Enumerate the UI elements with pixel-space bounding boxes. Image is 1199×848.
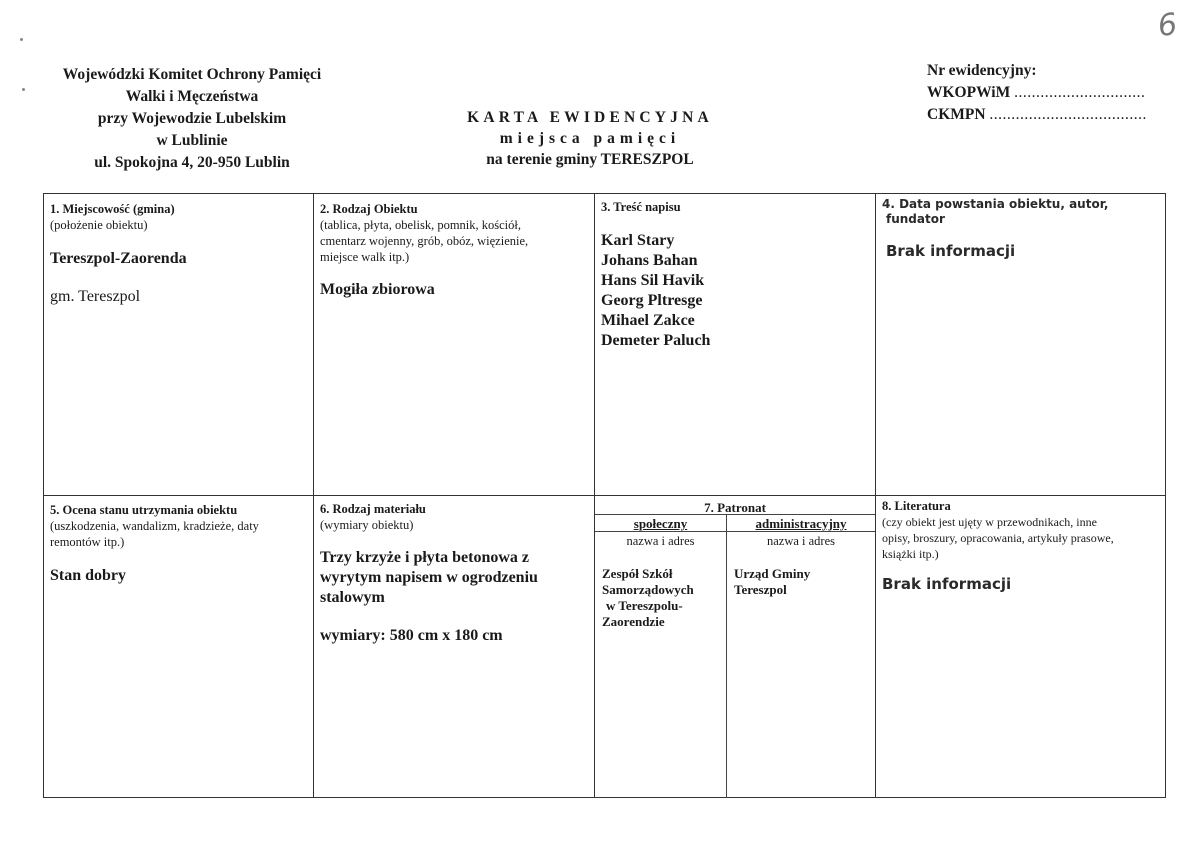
- patronage-social-value: [602, 566, 724, 630]
- section-origin: [882, 197, 1160, 261]
- section-label: fundator: [886, 212, 945, 226]
- origin-value: Brak informacji: [886, 242, 1016, 260]
- patronage-social-line: Samorządowych: [602, 582, 694, 597]
- inscription-name: Mihael Zakce: [601, 312, 695, 329]
- patronage-admin-subheader: nazwa i adres: [766, 534, 836, 548]
- organization-block: [42, 64, 342, 174]
- patronage-admin-header: administracyjny: [755, 516, 847, 531]
- section-material: [320, 502, 590, 646]
- ckmpn-field: ....................................: [989, 106, 1147, 123]
- ckmpn-row: [927, 104, 1147, 126]
- wkopwim-label: WKOPWiM: [927, 84, 1011, 101]
- inscription-names: [601, 231, 869, 351]
- section-object-type: [320, 202, 588, 300]
- registry-label: Nr ewidencyjny:: [927, 62, 1037, 79]
- material-line: Trzy krzyże i płyta betonowa z: [320, 549, 529, 566]
- section-sublabel: opisy, broszury, opracowania, artykuły prasowe,: [882, 531, 1114, 545]
- organization-line: w Lublinie: [156, 132, 228, 149]
- section-label: 4. Data powstania obiektu, autor,: [882, 197, 1109, 211]
- organization-line: Wojewódzki Komitet Ochrony Pamięci: [62, 66, 322, 83]
- section-condition: [50, 503, 308, 586]
- object-type-value: Mogiła zbiorowa: [320, 281, 435, 298]
- dimensions-value: wymiary: 580 cm x 180 cm: [320, 627, 503, 644]
- material-value: [320, 548, 590, 608]
- section-sublabel: książki itp.): [882, 547, 939, 561]
- section-label: 6. Rodzaj materiału: [320, 502, 426, 516]
- patronage-subheader-divider: [595, 531, 875, 532]
- section-label: 8. Literatura: [882, 499, 951, 513]
- patronage-admin-line: Urząd Gminy: [734, 566, 811, 581]
- wkopwim-field: ..............................: [1014, 84, 1146, 101]
- table-column-divider: [313, 193, 314, 798]
- inscription-name: Demeter Paluch: [601, 332, 711, 349]
- patronage-admin-value: [734, 566, 872, 598]
- table-column-divider: [875, 193, 876, 798]
- patronage-social-line: Zaorendzie: [602, 614, 665, 629]
- ckmpn-label: CKMPN: [927, 106, 986, 123]
- section-sublabel: remontów itp.): [50, 535, 125, 549]
- scan-speck: [22, 88, 25, 91]
- section-inscription: [601, 200, 869, 351]
- patronage-social-line: w Tereszpolu-: [606, 598, 683, 613]
- locality-value: Tereszpol-Zaorenda: [50, 250, 187, 267]
- scan-speck: [20, 38, 23, 41]
- literature-value: Brak informacji: [882, 575, 1012, 593]
- commune-value: gm. Tereszpol: [50, 288, 141, 305]
- inscription-name: Hans Sil Havik: [601, 272, 705, 289]
- section-sublabel: miejsce walk itp.): [320, 250, 410, 264]
- section-literature: [882, 499, 1162, 594]
- section-sublabel: (uszkodzenia, wandalizm, kradzieże, daty: [50, 519, 259, 533]
- section-label: 2. Rodzaj Obiektu: [320, 202, 418, 216]
- inscription-name: Johans Bahan: [601, 252, 698, 269]
- organization-line: przy Wojewodzie Lubelskim: [97, 110, 287, 127]
- patronage-social-header: społeczny: [633, 516, 688, 531]
- patronage-label: 7. Patronat: [704, 500, 766, 515]
- material-line: stalowym: [320, 589, 385, 606]
- section-sublabel: (położenie obiektu): [50, 218, 148, 232]
- wkopwim-row: [927, 82, 1147, 104]
- title-line-1: KARTA EWIDENCYJNA: [467, 109, 713, 126]
- section-label: 5. Ocena stanu utrzymania obiektu: [50, 503, 238, 517]
- table-row-divider: [43, 495, 1166, 496]
- section-sublabel: cmentarz wojenny, grób, obóz, więzienie,: [320, 234, 529, 248]
- inscription-name: Karl Stary: [601, 232, 675, 249]
- organization-line: Walki i Męczeństwa: [125, 88, 259, 105]
- section-sublabel: (wymiary obiektu): [320, 518, 414, 532]
- condition-value: Stan dobry: [50, 567, 127, 584]
- patronage-admin-line: Tereszpol: [734, 582, 787, 597]
- document-title: [440, 107, 740, 171]
- material-line: wyrytym napisem w ogrodzeniu: [320, 569, 538, 586]
- section-locality: [50, 202, 308, 307]
- table-column-divider: [594, 193, 595, 798]
- patronage-social-line: Zespół Szkół: [602, 566, 673, 581]
- section-label: 3. Treść napisu: [601, 200, 681, 214]
- section-label: 1. Miejscowość (gmina): [50, 202, 175, 216]
- patronage-social-subheader: nazwa i adres: [626, 534, 695, 548]
- section-sublabel: (czy obiekt jest ujęty w przewodnikach, inne: [882, 515, 1097, 529]
- organization-line: ul. Spokojna 4, 20-950 Lublin: [94, 154, 290, 171]
- inscription-name: Georg Pltresge: [601, 292, 703, 309]
- registry-block: [927, 60, 1147, 126]
- title-line-3: na terenie gminy TERESZPOL: [486, 151, 694, 168]
- title-line-2: miejsca pamięci: [499, 130, 681, 147]
- section-sublabel: (tablica, płyta, obelisk, pomnik, kościół,: [320, 218, 522, 232]
- patronage-column-divider: [726, 514, 727, 798]
- page-number: 6: [1155, 6, 1180, 45]
